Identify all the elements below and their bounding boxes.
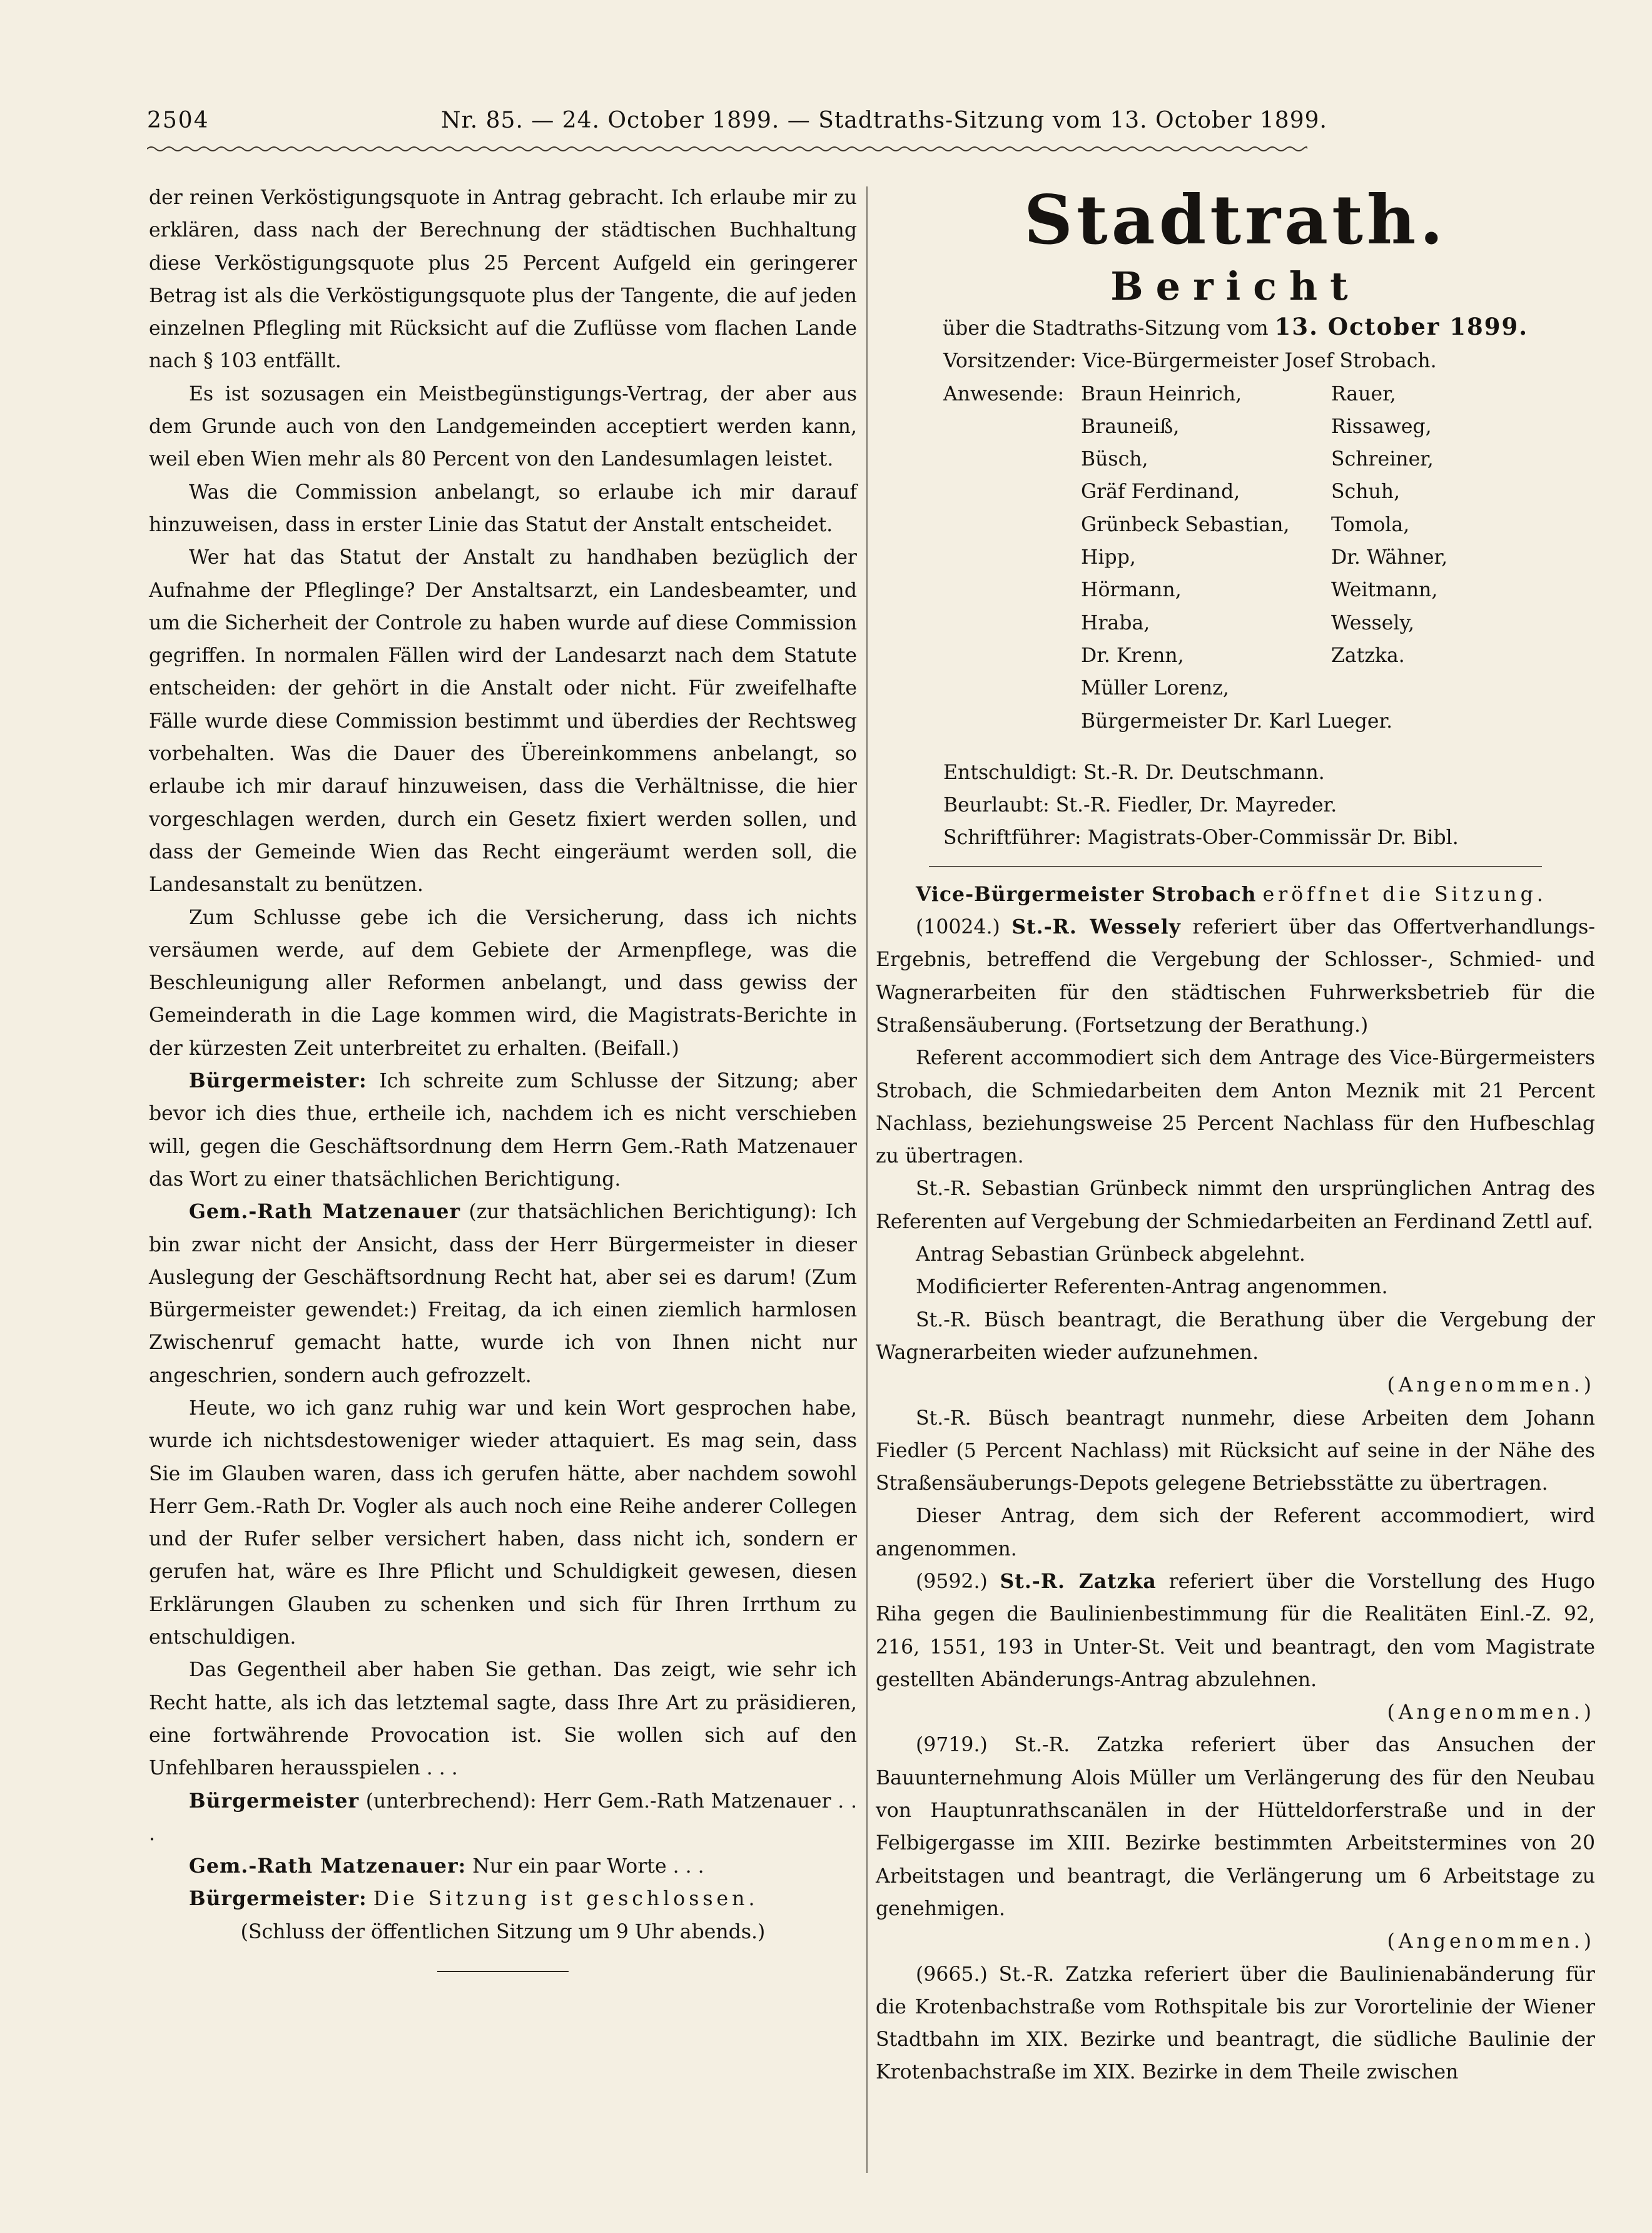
speech-matzenauer-short bbox=[149, 1850, 857, 1883]
attendance-table bbox=[943, 378, 1447, 738]
attendee-name: Braun Heinrich, bbox=[1081, 382, 1242, 405]
speaker-name: Vice-Bürgermeister Strobach bbox=[916, 882, 1257, 906]
attendee-name: Dr. Krenn, bbox=[1081, 644, 1184, 667]
attendance-row bbox=[943, 443, 1447, 476]
section-rule bbox=[929, 866, 1542, 867]
attendance-label bbox=[943, 574, 1081, 606]
speaker-name: Bürgermeister: bbox=[189, 1069, 367, 1093]
attendance-label bbox=[943, 443, 1081, 476]
speaker-name: Gem.-Rath Matzenauer: bbox=[189, 1854, 467, 1878]
speech-burgermeister bbox=[149, 1065, 857, 1196]
paragraph: Das Gegentheil aber haben Sie gethan. Das zeigt, wie sehr ich Recht hatte, als ich das letztemal sagte, dass Ihre Art zu präsidieren, eine fortwährende Provocation ist. Sie wollen sich auf den Unfehlbaren herausspielen . . . bbox=[149, 1659, 857, 1780]
closing-note: (Schluss der öffentlichen Sitzung um 9 Uhr abends.) bbox=[240, 1920, 766, 1943]
paragraph: der reinen Verköstigungsquote in Antrag gebracht. Ich erlaube mir zu erklären, dass nach der Berechnung der städtischen Buchhaltung diese Verköstigungsquote plus 25 Percent Aufgeld ein geringerer Betrag ist als die Verköstigungsquote plus der Tangente, die auf jeden einzelnen Pflegling mit Rücksicht auf die Zuflüsse vom flachen Lande nach § 103 entfällt. bbox=[149, 186, 857, 373]
item-text: St.-R. Zatzka referiert über das Ansuchen der Bauunternehmung Alois Müller um Verlängerung des für den Neubau von Hauptunrathscanälen in der Hütteldorferstraße und in der Felbigergasse im XIII. Bezirke bestimmten Arbeitstermines von 20 Arbeitstagen und beantragt, die Verlängerung um 6 Arbeitstage zu genehmigen. bbox=[876, 1734, 1596, 1920]
speech-burgermeister-close bbox=[149, 1883, 857, 1915]
attendee-name: Müller Lorenz, bbox=[1081, 677, 1229, 700]
header-wavy-rule bbox=[147, 144, 1307, 154]
attendance-label: Anwesende: bbox=[943, 382, 1065, 405]
attendance-row bbox=[943, 705, 1447, 738]
speech-burgermeister-interrupt bbox=[149, 1785, 857, 1851]
speaker-name: St.-R. Zatzka bbox=[1000, 1569, 1157, 1593]
attendee-name: Gräf Ferdinand, bbox=[1081, 481, 1240, 504]
speech-text: Ich schreite zum Schlusse der Sitzung; aber bevor ich dies thue, ertheile ich, nachdem ich es nicht verschieben will, gegen die Geschäftsordnung dem Herrn Gem.-Rath Matzenauer das Wort zu einer thatsächlichen Berichtigung. bbox=[149, 1070, 858, 1191]
speech-text: (unterbrechend): Herr Gem.-Rath Matzenauer . . . bbox=[149, 1789, 857, 1845]
paragraph: Es ist sozusagen ein Meistbegünstigungs-Vertrag, der aber aus dem Grunde auch von den Landgemeinden acceptiert werden kann, weil eben Wien mehr als 80 Percent von den Landesumlagen leistet. bbox=[149, 382, 857, 471]
paragraph: Antrag Sebastian Grünbeck abgelehnt. bbox=[916, 1243, 1305, 1266]
attendance-row bbox=[943, 607, 1447, 639]
item-text: St.-R. Zatzka referiert über die Baulinienabänderung für die Krotenbachstraße vom Rothspitale bis zur Vorortelinie der Wiener Stadtbahn im XIX. Bezirke und beantragt, die südliche Baulinie der Krotenbachstraße im XIX. Bezirke in dem Theile zwischen bbox=[876, 1963, 1595, 2084]
page-number: 2504 bbox=[147, 108, 210, 133]
attendee-name: Büsch, bbox=[1081, 448, 1148, 471]
agenda-item-9665 bbox=[876, 1958, 1595, 2089]
attendance-row bbox=[943, 410, 1447, 443]
attendee-name: Rauer, bbox=[1331, 382, 1396, 405]
paragraph: Modificierter Referenten-Antrag angenommen. bbox=[916, 1276, 1388, 1299]
secretary-line: Schriftführer: Magistrats-Ober-Commissär Dr. Bibl. bbox=[943, 827, 1459, 850]
attendance-label bbox=[943, 607, 1081, 639]
right-column bbox=[876, 181, 1595, 2089]
item-number: (10024.) bbox=[916, 916, 1000, 939]
attendee-name: Bürgermeister Dr. Karl Lueger. bbox=[1081, 710, 1393, 733]
attendee-name: Hipp, bbox=[1081, 546, 1136, 569]
attendee-name: Schuh, bbox=[1331, 481, 1401, 504]
item-number: (9719.) bbox=[916, 1734, 988, 1757]
attendance-label bbox=[943, 672, 1081, 704]
attendee-name: Dr. Wähner, bbox=[1331, 546, 1448, 569]
report-intro-line bbox=[876, 310, 1595, 345]
paragraph: Was die Commission anbelangt, so erlaube ich mir darauf hinzuweisen, dass in erster Linie das Statut der Anstalt entscheidet. bbox=[149, 481, 857, 536]
speaker-name: St.-R. Wessely bbox=[1011, 915, 1181, 939]
item-number: (9665.) bbox=[916, 1963, 988, 1986]
speaker-name: Bürgermeister bbox=[189, 1789, 360, 1813]
attendee-name: Zatzka. bbox=[1331, 644, 1405, 667]
paragraph: Heute, wo ich ganz ruhig war und kein Wort gesprochen habe, wurde ich nichtsdestoweniger wieder attaquiert. Es mag sein, dass Sie im Glauben waren, dass ich gerufen hätte, aber nachdem sowohl Herr Gem.-Rath Dr. Vogler als auch noch eine Reihe anderer Collegen und der Rufer selber versichert haben, dass nicht ich, sondern er gerufen hat, wäre es Ihre Pflicht und Schuldigkeit gewesen, diesen Erklärungen Glauben zu schenken und sich für Ihren Irrthum zu entschuldigen. bbox=[149, 1396, 857, 1649]
speech-text: Die Sitzung ist geschlossen. bbox=[373, 1888, 759, 1911]
speech-text: Nur ein paar Worte . . . bbox=[472, 1855, 704, 1878]
attendee-name: Wessely, bbox=[1331, 611, 1415, 634]
item-text: referiert über das Offertverhandlungs-Ergebnis, betreffend die Vergebung der Schlosser-, Schmied- und Wagnerarbeiten für den städtischen Fuhrwerksbetrieb für die Straßensäuberung. (Fortsetzung der Berathung.) bbox=[876, 916, 1595, 1037]
attendee-name: Hraba, bbox=[1081, 611, 1150, 634]
attendance-row bbox=[943, 639, 1447, 672]
attendance-row bbox=[943, 574, 1447, 606]
attendance-row bbox=[943, 378, 1447, 410]
speaker-name: Bürgermeister: bbox=[189, 1887, 367, 1911]
accepted-note: (Angenommen.) bbox=[1387, 1930, 1595, 1953]
accepted-note: (Angenommen.) bbox=[1387, 1374, 1595, 1397]
paragraph: Referent accommodiert sich dem Antrage des Vice-Bürgermeisters Strobach, die Schmiedarbeiten dem Anton Meznik mit 21 Percent Nachlass, beziehungsweise 25 Percent Nachlass für den Hufbeschlag zu übertragen. bbox=[876, 1047, 1595, 1168]
leave-line: Beurlaubt: St.-R. Fiedler, Dr. Mayreder. bbox=[943, 794, 1337, 817]
attendance-label bbox=[943, 639, 1081, 672]
agenda-item-9592 bbox=[876, 1565, 1595, 1696]
attendance-label bbox=[943, 476, 1081, 508]
attendance-row bbox=[943, 476, 1447, 508]
attendee-name bbox=[1331, 672, 1447, 704]
paragraph: Wer hat das Statut der Anstalt zu handhaben bezüglich der Aufnahme der Pfleglinge? Der Anstaltsarzt, ein Landesbeamter, und um die Sicherheit der Controle zu haben wurde auf diese Commission gegriffen. In normalen Fällen wird der Landesarzt nach dem Statute entscheiden: der gehört in die Anstalt oder nicht. Für zweifelhafte Fälle wurde diese Commission bestimmt und überdies der Rechtsweg vorbehalten. Was die Dauer des Übereinkommens anbelangt, so erlaube ich mir darauf hinzuweisen, dass die Verhältnisse, die hier vorgeschlagen werden, durch ein Gesetz fixiert werden sollen, und dass der Gemeinde Wien das Recht eingeräumt werden soll, die Landesanstalt zu benützen. bbox=[149, 546, 857, 897]
chair-value: Vice-Bürgermeister Josef Strobach. bbox=[1082, 350, 1437, 373]
intro-text: über die Stadtraths-Sitzung vom bbox=[942, 317, 1269, 340]
paragraph: St.-R. Büsch beantragt nunmehr, diese Arbeiten dem Johann Fiedler (5 Percent Nachlass) mit Rücksicht auf seine in der Nähe des Straßensäuberungs-Depots gelegene Betriebsstätte zu übertragen. bbox=[876, 1406, 1595, 1495]
attendee-name: Rissaweg, bbox=[1331, 415, 1432, 438]
speech-text: (zur thatsächlichen Berichtigung): Ich bin zwar nicht der Ansicht, dass der Herr Bürgermeister in dieser Auslegung der Geschäftsordnung Recht hat, aber sei es darum! (Zum Bürgermeister gewendet:) Freitag, da ich einen ziemlich harmlosen Zwischenruf gemacht hatte, wurde ich von Ihnen nicht nur angeschrien, sondern auch gefrozzelt. bbox=[149, 1201, 857, 1387]
chair-label: Vorsitzender: bbox=[943, 350, 1077, 373]
page-header bbox=[147, 100, 1327, 144]
accepted-note: (Angenommen.) bbox=[1387, 1701, 1595, 1724]
attendance-label bbox=[943, 509, 1081, 541]
item-text: referiert über die Vorstellung des Hugo Riha gegen die Baulinienbestimmung für die Realitäten Einl.-Z. 92, 216, 1551, 193 in Unter-St. Veit und beantragt, den vom Magistrate gestellten Abänderungs-Antrag abzulehnen. bbox=[876, 1570, 1595, 1691]
attendance-label bbox=[943, 541, 1081, 574]
attendance-label bbox=[943, 705, 1081, 738]
column-divider bbox=[866, 186, 868, 2173]
attendee-name: Weitmann, bbox=[1331, 579, 1438, 602]
attendee-name: Tomola, bbox=[1331, 513, 1410, 536]
excused-line: Entschuldigt: St.-R. Dr. Deutschmann. bbox=[943, 761, 1325, 784]
attendance-row bbox=[943, 509, 1447, 541]
paragraph: Dieser Antrag, dem sich der Referent accommodiert, wird angenommen. bbox=[876, 1505, 1595, 1560]
section-masthead: Stadtrath. bbox=[1023, 181, 1447, 260]
paragraph: St.-R. Sebastian Grünbeck nimmt den ursprünglichen Antrag des Referenten auf Vergebung der Schmiedarbeiten an Ferdinand Zettl auf. bbox=[876, 1178, 1595, 1233]
session-date: 13. October 1899. bbox=[1274, 313, 1529, 340]
opening-text: eröffnet die Sitzung. bbox=[1262, 883, 1547, 906]
opening-line bbox=[876, 878, 1595, 911]
agenda-item-10024 bbox=[876, 911, 1595, 1042]
attendance-label bbox=[943, 410, 1081, 443]
end-rule bbox=[437, 1971, 569, 1972]
speech-matzenauer bbox=[149, 1196, 857, 1392]
attendee-name: Brauneiß, bbox=[1081, 415, 1180, 438]
chair-line bbox=[943, 345, 1595, 377]
attendee-name: Schreiner, bbox=[1331, 448, 1434, 471]
attendee-name: Hörmann, bbox=[1081, 579, 1182, 602]
left-column bbox=[149, 181, 857, 1972]
attendee-name: Grünbeck Sebastian, bbox=[1081, 513, 1290, 536]
paragraph: St.-R. Büsch beantragt, die Berathung über die Vergebung der Wagnerarbeiten wieder aufzunehmen. bbox=[876, 1308, 1595, 1364]
item-number: (9592.) bbox=[916, 1570, 988, 1593]
running-head: Nr. 85. — 24. October 1899. — Stadtraths-Sitzung vom 13. October 1899. bbox=[441, 108, 1327, 133]
report-subtitle: Bericht bbox=[1110, 263, 1361, 309]
speaker-name: Gem.-Rath Matzenauer bbox=[189, 1200, 461, 1224]
attendance-row bbox=[943, 541, 1447, 574]
attendance-row bbox=[943, 672, 1447, 704]
paragraph: Zum Schlusse gebe ich die Versicherung, dass ich nichts versäumen werde, auf dem Gebiete der Armenpflege, was die Beschleunigung aller Reformen anbelangt, und dass gewiss der Gemeinderath in die Lage kommen wird, die Magistrats-Berichte in der kürzesten Zeit unterbreitet zu erhalten. (Beifall.) bbox=[149, 906, 857, 1060]
agenda-item-9719 bbox=[876, 1729, 1595, 1925]
